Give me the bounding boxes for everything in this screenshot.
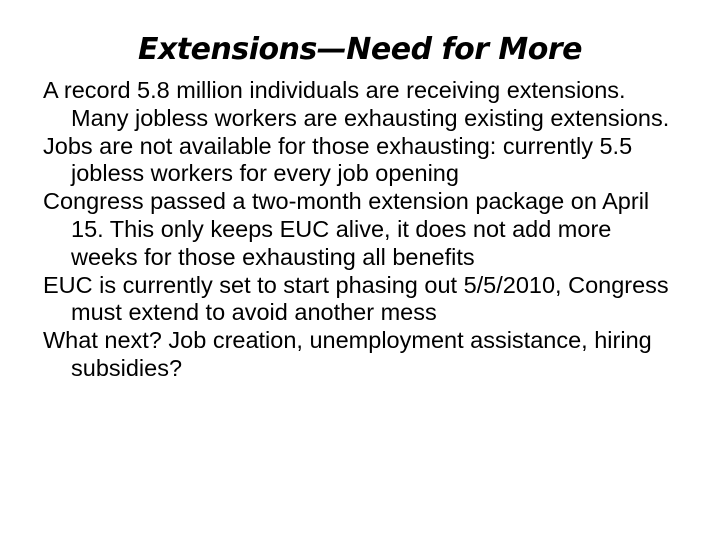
bullet-what-next: What next? Job creation, unemployment assistance, hiring subsidies? xyxy=(43,327,652,381)
bullet-euc-phasing-out: EUC is currently set to start phasing out 5/5/2010, Congress must extend to avoid another mess xyxy=(43,271,669,326)
bullet-record-extensions: A record 5.8 million individuals are receiving extensions. Many jobless workers are exhausting existing extensions. xyxy=(43,77,670,131)
bullet-congress-passed: Congress passed a two-month extension package on April 15. This only keeps EUC alive, it does not add more weeks for those exhausting all benefits xyxy=(43,188,650,270)
slide-body xyxy=(43,77,683,383)
bullet-jobs-not-available: Jobs are not available for those exhausting: currently 5.5 jobless workers for every job opening xyxy=(43,132,633,187)
slide-title: Extensions—Need for More xyxy=(137,32,583,67)
